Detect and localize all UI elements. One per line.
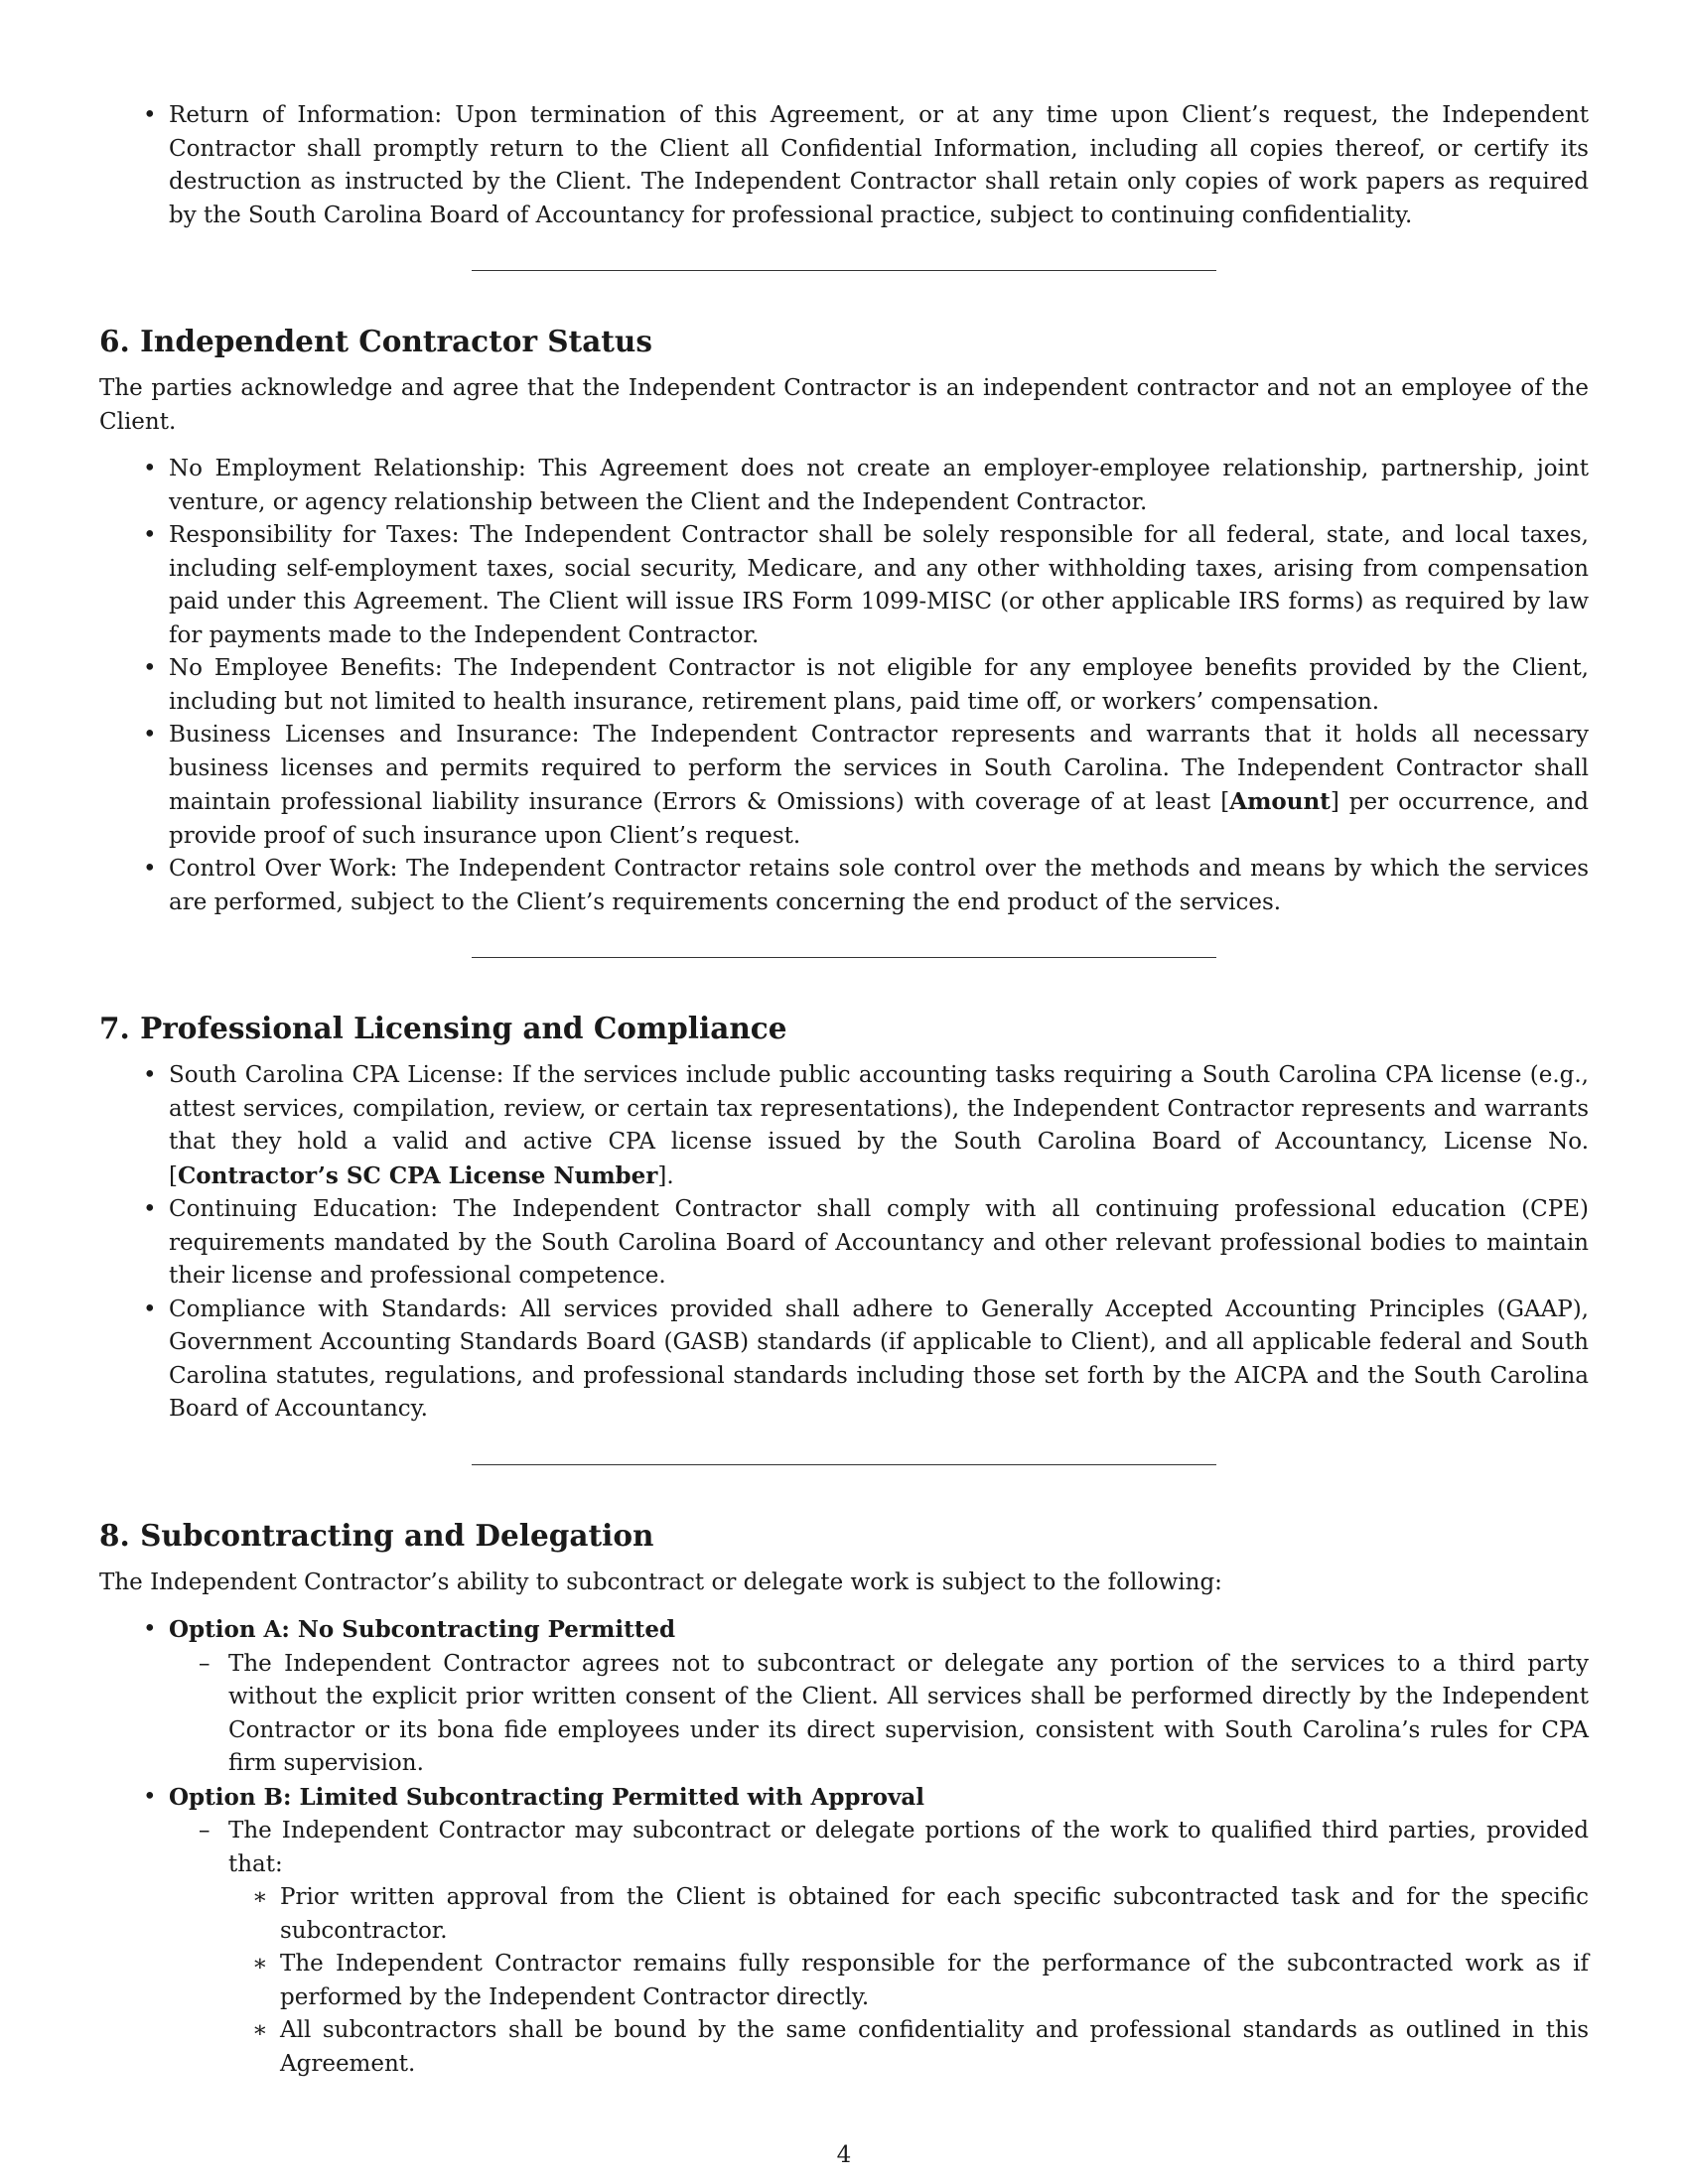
placeholder-license-number: Contractor’s SC CPA License Number <box>177 1161 658 1189</box>
option-item <box>169 1613 1589 1781</box>
list-item: • No Employment Relationship: This Agreement does not create an employer-employee relationship, partnership, joint venture, or agency relationship between the Client and the Independent Contractor. <box>169 453 1589 519</box>
list-item: • Continuing Education: The Independent Contractor shall comply with all continuing professional education (CPE) requirements mandated by the South Carolina Board of Accountancy and other relevant professional bodies to maintain their license and professional competence. <box>169 1193 1589 1294</box>
option-title: Option A: No Subcontracting Permitted <box>169 1616 676 1643</box>
section-heading: 6. Independent Contractor Status <box>99 324 652 358</box>
list-item <box>169 719 1589 853</box>
section-divider <box>472 957 1216 958</box>
section-divider <box>472 1464 1216 1465</box>
document-page <box>99 99 1589 2081</box>
section-heading: 7. Professional Licensing and Compliance <box>99 1011 787 1045</box>
item-text: ]. <box>657 1162 674 1189</box>
section-7-list <box>99 1059 1589 1427</box>
condition-item: ∗ All subcontractors shall be bound by the same confidentiality and professional standards as outlined in this Agreement. <box>280 2014 1589 2081</box>
list-item: • Compliance with Standards: All services provided shall adhere to Generally Accepted Accounting Principles (GAAP), Government Accounting Standards Board (GASB) standards (if applicable to Client), and all applicable federal and South Carolina statutes, regulations, and professional standards including those set forth by the AICPA and the South Carolina Board of Accountancy. <box>169 1294 1589 1427</box>
return-info-list <box>99 99 1589 232</box>
page-number: 4 <box>836 2142 852 2168</box>
section-intro: The Independent Contractor’s ability to subcontract or delegate work is subject to the following: <box>99 1569 1222 1595</box>
item-text: ] per occurrence, and provide proof of such insurance upon Client’s request. <box>169 789 1589 849</box>
option-b-conditions <box>228 1881 1589 2081</box>
condition-item: ∗ Prior written approval from the Client is obtained for each specific subcontracted task and for the specific subcontractor. <box>280 1881 1589 1948</box>
list-item: – The Independent Contractor agrees not to subcontract or delegate any portion of the services to a third party without the explicit prior written consent of the Client. All services shall be performed directly by the Independent Contractor or its bona fide employees under its direct supervision, consistent with South Carolina’s rules for CPA firm supervision. <box>228 1648 1589 1781</box>
list-item: • No Employee Benefits: The Independent Contractor is not eligible for any employee benefits provided by the Client, including but not limited to health insurance, retirement plans, paid time off, or workers’ compensation. <box>169 652 1589 719</box>
section-divider <box>472 270 1216 271</box>
list-item: • Return of Information: Upon termination of this Agreement, or at any time upon Client’s request, the Independent Contractor shall promptly return to the Client all Confidential Information, including all copies thereof, or certify its destruction as instructed by the Client. The Independent Contractor shall retain only copies of work papers as required by the South Carolina Board of Accountancy for professional practice, subject to continuing confidentiality. <box>169 99 1589 232</box>
section-8-options <box>99 1613 1589 2081</box>
list-item: • Responsibility for Taxes: The Independent Contractor shall be solely responsible for all federal, state, and local taxes, including self-employment taxes, social security, Medicare, and any other withholding taxes, arising from compensation paid under this Agreement. The Client will issue IRS Form 1099-MISC (or other applicable IRS forms) as required by law for payments made to the Independent Contractor. <box>169 519 1589 652</box>
list-item: • Control Over Work: The Independent Contractor retains sole control over the methods and means by which the services are performed, subject to the Client’s requirements concerning the end product of the services. <box>169 853 1589 919</box>
option-item <box>169 1781 1589 2082</box>
option-b-details <box>169 1815 1589 2081</box>
option-title: Option B: Limited Subcontracting Permitted with Approval <box>169 1783 924 1811</box>
item-text: Business Licenses and Insurance: The Independent Contractor represents and warrants that it holds all necessary business licenses and permits required to perform the services in South Carolina. The Independent Contractor shall maintain professional liability insurance (Errors & Omissions) with coverage of at least [ <box>169 722 1589 815</box>
item-text: The Independent Contractor may subcontract or delegate portions of the work to qualified third parties, provided that: <box>228 1818 1589 1877</box>
list-item <box>169 1059 1589 1193</box>
list-item <box>228 1815 1589 2081</box>
placeholder-amount: Amount <box>1229 788 1331 815</box>
section-heading: 8. Subcontracting and Delegation <box>99 1517 654 1553</box>
section-6-list <box>99 453 1589 919</box>
item-text: South Carolina CPA License: If the services include public accounting tasks requiring a South Carolina CPA license (e.g., attest services, compilation, review, or certain tax representations), the Independent Contractor represents and warrants that they hold a valid and active CPA license issued by the South Carolina Board of Accountancy, License No. [ <box>169 1062 1589 1189</box>
condition-item: ∗ The Independent Contractor remains fully responsible for the performance of the subcontracted work as if performed by the Independent Contractor directly. <box>280 1948 1589 2014</box>
section-intro: The parties acknowledge and agree that the Independent Contractor is an independent contractor and not an employee of the Client. <box>99 375 1589 435</box>
option-a-details <box>169 1648 1589 1781</box>
